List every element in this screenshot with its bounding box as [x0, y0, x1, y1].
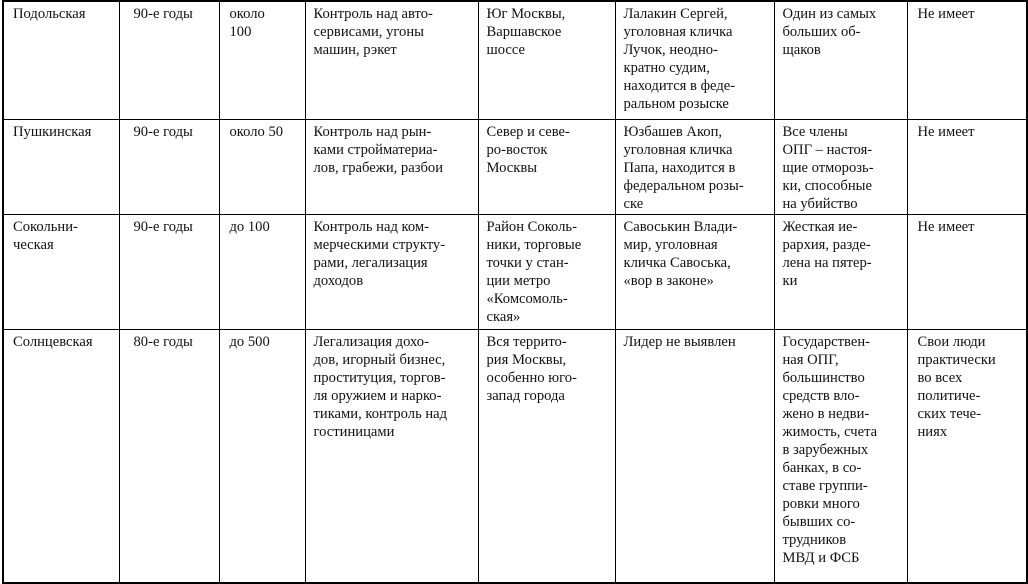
table-cell-period: 90-е годы: [119, 119, 219, 214]
table-cell-period: 90-е годы: [119, 1, 219, 119]
table-cell-political: Свои люди практически во всех политиче- ских тече- ниях: [907, 329, 1027, 583]
table-cell-features: Государствен- ная ОПГ, большинство средств вло- жено в недви- жимость, счета в зарубежных банках, в со- ставе группи- ровки много бывших со- трудников МВД и ФСБ: [774, 329, 907, 583]
table-cell-size: до 500: [219, 329, 305, 583]
table-cell-group: Пушкинская: [3, 119, 119, 214]
table-row: [3, 329, 1027, 583]
table-cell-group: Сокольни- ческая: [3, 214, 119, 329]
table-row: [3, 214, 1027, 329]
table-cell-leader: Савоськин Влади- мир, уголовная кличка Савоська, «вор в законе»: [615, 214, 774, 329]
table-cell-political: Не имеет: [907, 119, 1027, 214]
table-cell-size: до 100: [219, 214, 305, 329]
table-cell-territory: Вся террито- рия Москвы, особенно юго- запад города: [478, 329, 615, 583]
table-cell-territory: Север и севе- ро-восток Москвы: [478, 119, 615, 214]
table-cell-political: Не имеет: [907, 214, 1027, 329]
table-cell-activity: Легализация дохо- дов, игорный бизнес, проституция, торгов- ля оружием и нарко- тиками, контроль над гостиницами: [305, 329, 478, 583]
table-cell-activity: Контроль над авто- сервисами, угоны машин, рэкет: [305, 1, 478, 119]
table-cell-territory: Юг Москвы, Варшавское шоссе: [478, 1, 615, 119]
table-cell-leader: Лидер не выявлен: [615, 329, 774, 583]
table-cell-size: около 50: [219, 119, 305, 214]
table-cell-leader: Лалакин Сергей, уголовная кличка Лучок, неодно- кратно судим, находится в феде- ральном розыске: [615, 1, 774, 119]
table-cell-activity: Контроль над ком- мерческими структу- рами, легализация доходов: [305, 214, 478, 329]
table-cell-size: около 100: [219, 1, 305, 119]
table-cell-features: Один из самых больших об- щаков: [774, 1, 907, 119]
table-row: [3, 119, 1027, 214]
table-cell-period: 90-е годы: [119, 214, 219, 329]
table-row: [3, 1, 1027, 119]
gang-table: [2, 0, 1028, 584]
table-cell-group: Солнцевская: [3, 329, 119, 583]
table-cell-features: Жесткая ие- рархия, разде- лена на пятер- ки: [774, 214, 907, 329]
table-cell-political: Не имеет: [907, 1, 1027, 119]
table-cell-group: Подольская: [3, 1, 119, 119]
table-cell-period: 80-е годы: [119, 329, 219, 583]
table-cell-territory: Район Соколь- ники, торговые точки у стан- ции метро «Комсомоль- ская»: [478, 214, 615, 329]
table-cell-features: Все члены ОПГ – настоя- щие отморозь- ки, способные на убийство: [774, 119, 907, 214]
table-cell-leader: Юзбашев Акоп, уголовная кличка Папа, находится в федеральном розы- ске: [615, 119, 774, 214]
table-cell-activity: Контроль над рын- ками стройматериа- лов, грабежи, разбои: [305, 119, 478, 214]
